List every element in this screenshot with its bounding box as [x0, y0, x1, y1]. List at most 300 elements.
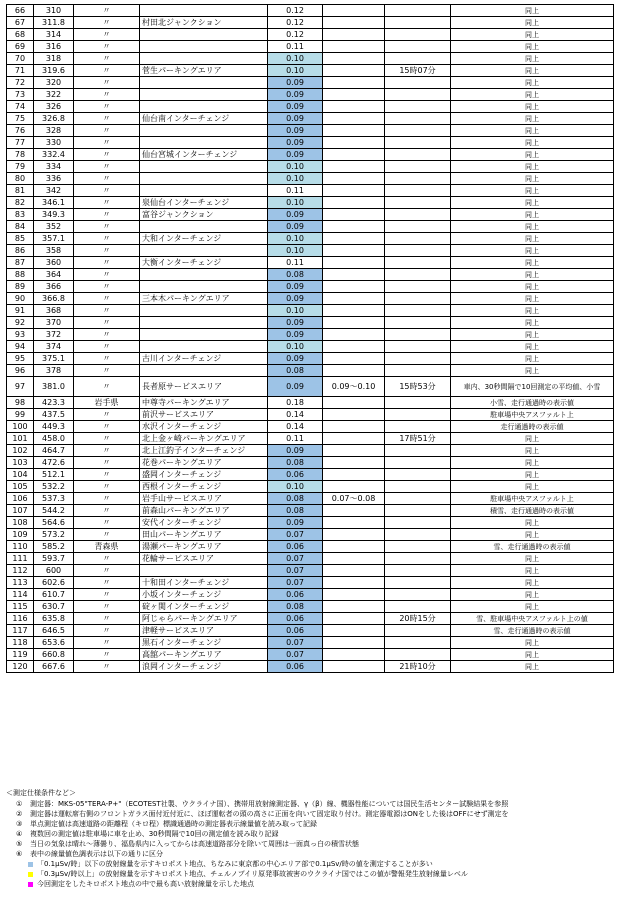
- table-row: [7, 149, 614, 161]
- place-name-cell: [140, 245, 268, 257]
- dose-range-cell: [323, 409, 385, 421]
- dose-range-cell: [323, 293, 385, 305]
- note-number: ⑤: [16, 840, 23, 848]
- row-number: 102: [7, 445, 34, 457]
- kilopost-cell: 364: [34, 269, 74, 281]
- place-name-cell: [140, 221, 268, 233]
- time-cell: [385, 329, 451, 341]
- row-number: 103: [7, 457, 34, 469]
- kilopost-cell: 660.8: [34, 649, 74, 661]
- row-number: 73: [7, 89, 34, 101]
- row-number: 97: [7, 377, 34, 397]
- time-cell: [385, 365, 451, 377]
- notes-title: ＜測定仕様条件など＞: [6, 789, 76, 797]
- dose-range-cell: [323, 77, 385, 89]
- kilopost-cell: 357.1: [34, 233, 74, 245]
- kilopost-cell: 346.1: [34, 197, 74, 209]
- kilopost-cell: 328: [34, 125, 74, 137]
- radiation-measurement-table: [6, 4, 614, 673]
- legend-text: 「0.1μSv/時」以下の放射線量を示すキロポスト地点、ちなみに東京都の中心エリア部で0.1μSv/時の値を測定することが多い: [37, 860, 433, 868]
- prefecture-cell: 〃: [74, 341, 140, 353]
- remarks-cell: 同上: [451, 125, 614, 137]
- prefecture-cell: 〃: [74, 77, 140, 89]
- place-name-cell: [140, 269, 268, 281]
- place-name-cell: 碇ヶ関インターチェンジ: [140, 601, 268, 613]
- note-number: ①: [16, 800, 23, 808]
- remarks-cell: 同上: [451, 53, 614, 65]
- kilopost-cell: 585.2: [34, 541, 74, 553]
- kilopost-cell: 653.6: [34, 637, 74, 649]
- remarks-cell: 同上: [451, 29, 614, 41]
- table-row: [7, 353, 614, 365]
- table-row: [7, 137, 614, 149]
- place-name-cell: 津軽サービスエリア: [140, 625, 268, 637]
- place-name-cell: [140, 5, 268, 17]
- table-row: [7, 493, 614, 505]
- place-name-cell: 花輪サービスエリア: [140, 553, 268, 565]
- table-row: [7, 317, 614, 329]
- row-number: 110: [7, 541, 34, 553]
- kilopost-cell: 310: [34, 5, 74, 17]
- place-name-cell: 村田北ジャンクション: [140, 17, 268, 29]
- table-row: [7, 185, 614, 197]
- time-cell: [385, 89, 451, 101]
- time-cell: [385, 553, 451, 565]
- prefecture-cell: 〃: [74, 365, 140, 377]
- prefecture-cell: 〃: [74, 433, 140, 445]
- kilopost-cell: 330: [34, 137, 74, 149]
- remarks-cell: 同上: [451, 517, 614, 529]
- kilopost-cell: 349.3: [34, 209, 74, 221]
- dose-range-cell: [323, 29, 385, 41]
- prefecture-cell: 〃: [74, 293, 140, 305]
- place-name-cell: 浪岡インターチェンジ: [140, 661, 268, 673]
- prefecture-cell: 〃: [74, 53, 140, 65]
- row-number: 106: [7, 493, 34, 505]
- time-cell: [385, 125, 451, 137]
- prefecture-cell: 〃: [74, 269, 140, 281]
- time-cell: [385, 445, 451, 457]
- dose-range-cell: [323, 353, 385, 365]
- prefecture-cell: 〃: [74, 209, 140, 221]
- prefecture-cell: 〃: [74, 281, 140, 293]
- table-row: [7, 637, 614, 649]
- dose-value-cell: 0.12: [268, 5, 323, 17]
- prefecture-cell: 〃: [74, 457, 140, 469]
- table-row: [7, 469, 614, 481]
- dose-value-cell: 0.10: [268, 161, 323, 173]
- remarks-cell: 同上: [451, 65, 614, 77]
- place-name-cell: [140, 137, 268, 149]
- kilopost-cell: 319.6: [34, 65, 74, 77]
- time-cell: [385, 281, 451, 293]
- dose-value-cell: 0.10: [268, 53, 323, 65]
- row-number: 68: [7, 29, 34, 41]
- kilopost-cell: 368: [34, 305, 74, 317]
- dose-value-cell: 0.10: [268, 173, 323, 185]
- row-number: 107: [7, 505, 34, 517]
- dose-value-cell: 0.08: [268, 365, 323, 377]
- remarks-cell: 同上: [451, 77, 614, 89]
- dose-value-cell: 0.06: [268, 625, 323, 637]
- note-text: 表中の線量値色調表示は以下の通りに区分: [30, 850, 163, 858]
- place-name-cell: [140, 41, 268, 53]
- dose-range-cell: [323, 613, 385, 625]
- place-name-cell: [140, 77, 268, 89]
- time-cell: [385, 101, 451, 113]
- prefecture-cell: 〃: [74, 577, 140, 589]
- prefecture-cell: 〃: [74, 329, 140, 341]
- time-cell: [385, 161, 451, 173]
- dose-value-cell: 0.10: [268, 197, 323, 209]
- row-number: 116: [7, 613, 34, 625]
- table-row: [7, 29, 614, 41]
- prefecture-cell: 〃: [74, 317, 140, 329]
- remarks-cell: 同上: [451, 293, 614, 305]
- time-cell: [385, 601, 451, 613]
- prefecture-cell: 〃: [74, 445, 140, 457]
- table-row: [7, 661, 614, 673]
- place-name-cell: 水沢インターチェンジ: [140, 421, 268, 433]
- time-cell: [385, 637, 451, 649]
- prefecture-cell: 〃: [74, 505, 140, 517]
- time-cell: [385, 197, 451, 209]
- remarks-cell: 同上: [451, 341, 614, 353]
- remarks-cell: 同上: [451, 529, 614, 541]
- kilopost-cell: 630.7: [34, 601, 74, 613]
- time-cell: [385, 589, 451, 601]
- place-name-cell: [140, 161, 268, 173]
- place-name-cell: 西根インターチェンジ: [140, 481, 268, 493]
- table-row: [7, 257, 614, 269]
- remarks-cell: 駐車場中央アスファルト上: [451, 493, 614, 505]
- dose-value-cell: 0.06: [268, 589, 323, 601]
- table-row: [7, 113, 614, 125]
- prefecture-cell: 青森県: [74, 541, 140, 553]
- remarks-cell: 同上: [451, 173, 614, 185]
- row-number: 78: [7, 149, 34, 161]
- place-name-cell: 富谷ジャンクション: [140, 209, 268, 221]
- table-row: [7, 281, 614, 293]
- dose-value-cell: 0.08: [268, 601, 323, 613]
- prefecture-cell: 〃: [74, 649, 140, 661]
- prefecture-cell: 〃: [74, 65, 140, 77]
- kilopost-cell: 449.3: [34, 421, 74, 433]
- time-cell: 17時51分: [385, 433, 451, 445]
- time-cell: [385, 353, 451, 365]
- remarks-cell: 同上: [451, 209, 614, 221]
- note-number: ④: [16, 830, 23, 838]
- prefecture-cell: 〃: [74, 89, 140, 101]
- dose-value-cell: 0.09: [268, 137, 323, 149]
- kilopost-cell: 602.6: [34, 577, 74, 589]
- row-number: 74: [7, 101, 34, 113]
- prefecture-cell: 〃: [74, 409, 140, 421]
- prefecture-cell: 〃: [74, 101, 140, 113]
- dose-value-cell: 0.07: [268, 637, 323, 649]
- dose-value-cell: 0.14: [268, 409, 323, 421]
- prefecture-cell: 〃: [74, 601, 140, 613]
- remarks-cell: 同上: [451, 329, 614, 341]
- kilopost-cell: 342: [34, 185, 74, 197]
- kilopost-cell: 366: [34, 281, 74, 293]
- dose-value-cell: 0.06: [268, 661, 323, 673]
- remarks-cell: 同上: [451, 137, 614, 149]
- kilopost-cell: 537.3: [34, 493, 74, 505]
- place-name-cell: [140, 101, 268, 113]
- table-row: [7, 601, 614, 613]
- remarks-cell: 同上: [451, 17, 614, 29]
- dose-range-cell: [323, 257, 385, 269]
- remarks-cell: 同上: [451, 101, 614, 113]
- dose-range-cell: [323, 5, 385, 17]
- row-number: 75: [7, 113, 34, 125]
- dose-value-cell: 0.10: [268, 245, 323, 257]
- row-number: 89: [7, 281, 34, 293]
- table-row: [7, 365, 614, 377]
- dose-value-cell: 0.11: [268, 185, 323, 197]
- prefecture-cell: 〃: [74, 637, 140, 649]
- table-row: [7, 305, 614, 317]
- table-row: [7, 65, 614, 77]
- dose-value-cell: 0.10: [268, 341, 323, 353]
- dose-value-cell: 0.09: [268, 353, 323, 365]
- prefecture-cell: 〃: [74, 125, 140, 137]
- table-row: [7, 5, 614, 17]
- row-number: 100: [7, 421, 34, 433]
- table-row: [7, 445, 614, 457]
- kilopost-cell: 564.6: [34, 517, 74, 529]
- remarks-cell: 同上: [451, 305, 614, 317]
- row-number: 82: [7, 197, 34, 209]
- prefecture-cell: 〃: [74, 137, 140, 149]
- remarks-cell: 駐車場中央アスファルト上: [451, 409, 614, 421]
- row-number: 114: [7, 589, 34, 601]
- table-row: [7, 433, 614, 445]
- remarks-cell: 同上: [451, 649, 614, 661]
- table-row: [7, 233, 614, 245]
- measurement-notes: [6, 788, 613, 889]
- dose-range-cell: [323, 161, 385, 173]
- time-cell: [385, 541, 451, 553]
- row-number: 94: [7, 341, 34, 353]
- dose-value-cell: 0.09: [268, 293, 323, 305]
- dose-range-cell: [323, 481, 385, 493]
- time-cell: [385, 409, 451, 421]
- time-cell: [385, 257, 451, 269]
- time-cell: [385, 565, 451, 577]
- dose-range-cell: [323, 433, 385, 445]
- row-number: 79: [7, 161, 34, 173]
- table-row: [7, 613, 614, 625]
- dose-value-cell: 0.09: [268, 221, 323, 233]
- prefecture-cell: 〃: [74, 185, 140, 197]
- prefecture-cell: 〃: [74, 41, 140, 53]
- row-number: 80: [7, 173, 34, 185]
- note-text: 測定器：MKS-05"TERA-P+"（ECOTEST社製、ウクライナ国）、携帯用放射線測定器、γ（β）線、機器性能については国民生活センター試験結果を参照: [30, 800, 509, 808]
- dose-value-cell: 0.11: [268, 433, 323, 445]
- place-name-cell: 仙台宮城インターチェンジ: [140, 149, 268, 161]
- kilopost-cell: 458.0: [34, 433, 74, 445]
- place-name-cell: 田山パーキングエリア: [140, 529, 268, 541]
- kilopost-cell: 635.8: [34, 613, 74, 625]
- table-row: [7, 577, 614, 589]
- row-number: 91: [7, 305, 34, 317]
- place-name-cell: [140, 125, 268, 137]
- remarks-cell: 同上: [451, 269, 614, 281]
- place-name-cell: 大衡インターチェンジ: [140, 257, 268, 269]
- row-number: 81: [7, 185, 34, 197]
- legend-item: [6, 869, 613, 879]
- remarks-cell: 走行通過時の表示値: [451, 421, 614, 433]
- table-row: [7, 541, 614, 553]
- table-row: [7, 649, 614, 661]
- dose-value-cell: 0.08: [268, 457, 323, 469]
- place-name-cell: 泉仙台インターチェンジ: [140, 197, 268, 209]
- time-cell: [385, 173, 451, 185]
- table-row: [7, 625, 614, 637]
- dose-range-cell: [323, 553, 385, 565]
- remarks-cell: 同上: [451, 469, 614, 481]
- dose-value-cell: 0.12: [268, 29, 323, 41]
- place-name-cell: 北上金ヶ崎パーキングエリア: [140, 433, 268, 445]
- table-body: [7, 5, 614, 673]
- remarks-cell: 同上: [451, 245, 614, 257]
- remarks-cell: 同上: [451, 41, 614, 53]
- place-name-cell: 小坂インターチェンジ: [140, 589, 268, 601]
- row-number: 108: [7, 517, 34, 529]
- remarks-cell: 同上: [451, 553, 614, 565]
- row-number: 109: [7, 529, 34, 541]
- time-cell: [385, 293, 451, 305]
- dose-range-cell: [323, 17, 385, 29]
- kilopost-cell: 464.7: [34, 445, 74, 457]
- dose-value-cell: 0.08: [268, 269, 323, 281]
- time-cell: [385, 457, 451, 469]
- table-row: [7, 457, 614, 469]
- kilopost-cell: 370: [34, 317, 74, 329]
- kilopost-cell: 366.8: [34, 293, 74, 305]
- note-line: [6, 839, 613, 849]
- dose-value-cell: 0.08: [268, 493, 323, 505]
- remarks-cell: 同上: [451, 445, 614, 457]
- table-row: [7, 529, 614, 541]
- kilopost-cell: 314: [34, 29, 74, 41]
- place-name-cell: 古川インターチェンジ: [140, 353, 268, 365]
- dose-range-cell: [323, 317, 385, 329]
- place-name-cell: 十和田インターチェンジ: [140, 577, 268, 589]
- prefecture-cell: 〃: [74, 353, 140, 365]
- place-name-cell: [140, 185, 268, 197]
- remarks-cell: 同上: [451, 149, 614, 161]
- prefecture-cell: 〃: [74, 553, 140, 565]
- remarks-cell: 同上: [451, 481, 614, 493]
- row-number: 90: [7, 293, 34, 305]
- note-number: ②: [16, 810, 23, 818]
- remarks-cell: 同上: [451, 353, 614, 365]
- row-number: 117: [7, 625, 34, 637]
- time-cell: [385, 53, 451, 65]
- place-name-cell: 三本木パーキングエリア: [140, 293, 268, 305]
- place-name-cell: 中尊寺パーキングエリア: [140, 397, 268, 409]
- dose-range-cell: [323, 505, 385, 517]
- dose-value-cell: 0.09: [268, 125, 323, 137]
- remarks-cell: 同上: [451, 281, 614, 293]
- dose-range-cell: [323, 53, 385, 65]
- kilopost-cell: 320: [34, 77, 74, 89]
- dose-range-cell: [323, 245, 385, 257]
- legend-item: [6, 879, 613, 889]
- dose-range-cell: [323, 125, 385, 137]
- remarks-cell: 同上: [451, 5, 614, 17]
- row-number: 83: [7, 209, 34, 221]
- dose-range-cell: [323, 209, 385, 221]
- remarks-cell: 同上: [451, 433, 614, 445]
- dose-range-cell: [323, 329, 385, 341]
- time-cell: [385, 481, 451, 493]
- time-cell: [385, 529, 451, 541]
- place-name-cell: 黒石インターチェンジ: [140, 637, 268, 649]
- table-row: [7, 341, 614, 353]
- prefecture-cell: 〃: [74, 17, 140, 29]
- remarks-cell: 同上: [451, 589, 614, 601]
- row-number: 93: [7, 329, 34, 341]
- legend-text: 今回測定をしたキロポスト地点の中で最も高い放射線量を示した地点: [37, 880, 254, 888]
- dose-range-cell: [323, 305, 385, 317]
- dose-range-cell: [323, 173, 385, 185]
- place-name-cell: [140, 565, 268, 577]
- prefecture-cell: 〃: [74, 221, 140, 233]
- remarks-cell: 同上: [451, 161, 614, 173]
- dose-value-cell: 0.14: [268, 421, 323, 433]
- place-name-cell: 前沢サービスエリア: [140, 409, 268, 421]
- note-line: [6, 799, 613, 809]
- row-number: 101: [7, 433, 34, 445]
- dose-value-cell: 0.09: [268, 209, 323, 221]
- kilopost-cell: 532.2: [34, 481, 74, 493]
- time-cell: [385, 233, 451, 245]
- time-cell: [385, 505, 451, 517]
- remarks-cell: 同上: [451, 637, 614, 649]
- prefecture-cell: 〃: [74, 613, 140, 625]
- time-cell: [385, 29, 451, 41]
- prefecture-cell: 〃: [74, 5, 140, 17]
- kilopost-cell: 334: [34, 161, 74, 173]
- dose-value-cell: 0.06: [268, 541, 323, 553]
- kilopost-cell: 311.8: [34, 17, 74, 29]
- dose-range-cell: [323, 445, 385, 457]
- time-cell: [385, 493, 451, 505]
- remarks-cell: 雪、走行通過時の表示値: [451, 625, 614, 637]
- time-cell: [385, 649, 451, 661]
- notes-lines: [6, 799, 613, 859]
- prefecture-cell: 〃: [74, 29, 140, 41]
- prefecture-cell: 〃: [74, 305, 140, 317]
- dose-value-cell: 0.10: [268, 305, 323, 317]
- remarks-cell: 同上: [451, 89, 614, 101]
- time-cell: [385, 113, 451, 125]
- time-cell: [385, 185, 451, 197]
- time-cell: [385, 577, 451, 589]
- row-number: 66: [7, 5, 34, 17]
- dose-value-cell: 0.06: [268, 613, 323, 625]
- dose-range-cell: [323, 113, 385, 125]
- row-number: 71: [7, 65, 34, 77]
- prefecture-cell: 〃: [74, 589, 140, 601]
- kilopost-cell: 352: [34, 221, 74, 233]
- time-cell: [385, 5, 451, 17]
- place-name-cell: [140, 173, 268, 185]
